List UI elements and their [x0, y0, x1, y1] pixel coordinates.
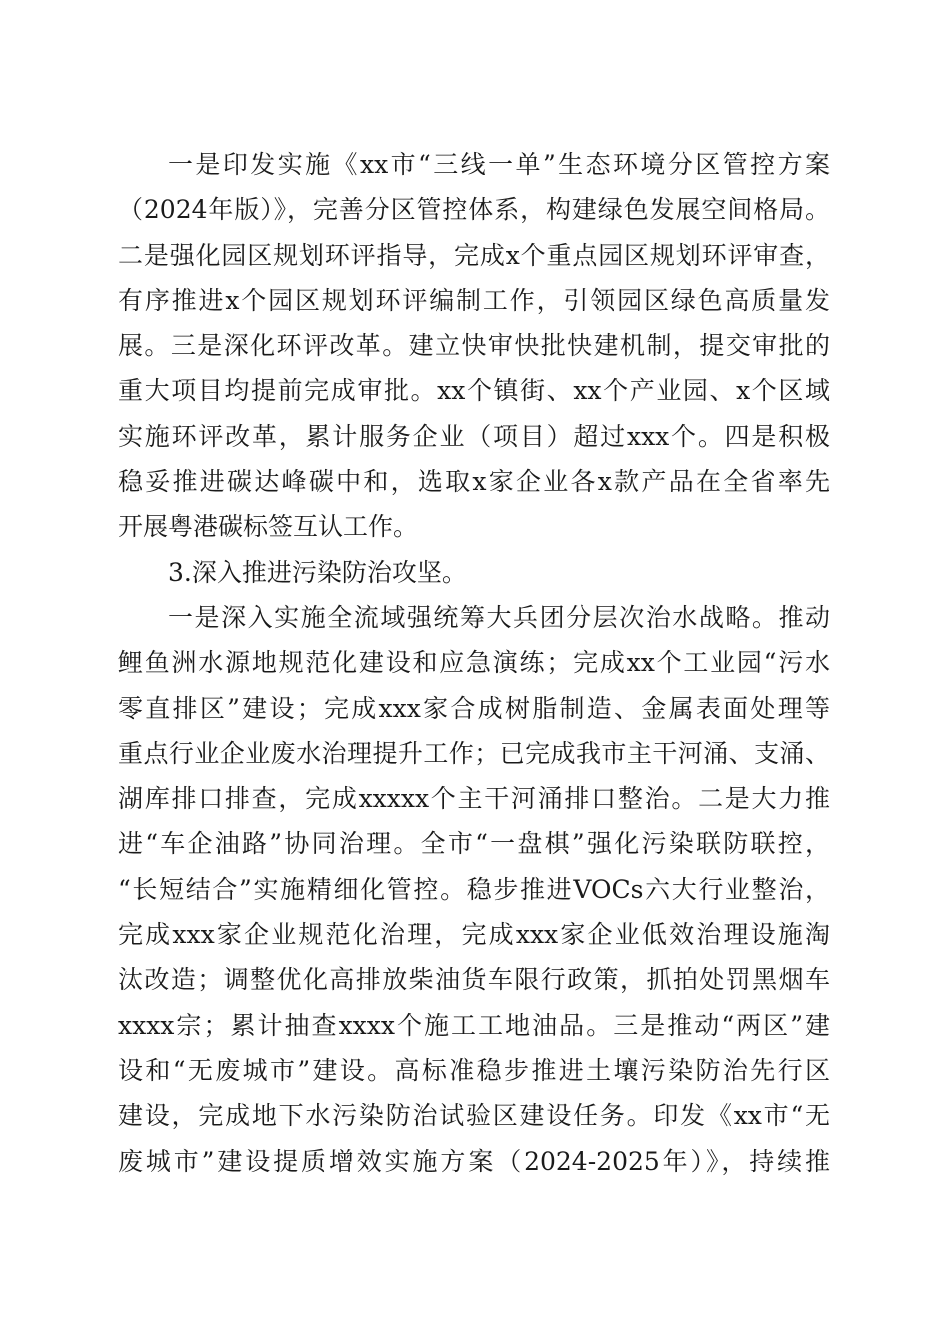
text-line: 完成xxx家企业规范化治理，完成xxx家企业低效治理设施淘 [118, 920, 830, 950]
text-line: 设和“无废城市”建设。高标准稳步推进土壤污染防治先行区 [118, 1055, 830, 1085]
text-line: 一是深入实施全流域强统筹大兵团分层次治水战略。推动 [168, 602, 830, 632]
text-line: 实施环评改革，累计服务企业（项目）超过xxx个。四是积极 [118, 421, 830, 451]
text-line: 鲤鱼洲水源地规范化建设和应急演练；完成xx个工业园“污水 [118, 648, 830, 678]
text-line: 开展粤港碳标签互认工作。 [118, 512, 419, 542]
text-line: “长短结合”实施精细化管控。稳步推进VOCs六大行业整治， [118, 874, 830, 904]
text-line: （2024年版）》，完善分区管控体系，构建绿色发展空间格局。 [118, 195, 830, 225]
text-line: 有序推进x个园区规划环评编制工作，引领园区绿色高质量发 [118, 285, 830, 315]
text-line: 进“车企油路”协同治理。全市“一盘棋”强化污染联防联控， [118, 829, 830, 859]
section-heading-text: 3.深入推进污染防治攻坚。 [168, 557, 467, 587]
text-line: xxxx宗；累计抽查xxxx个施工工地油品。三是推动“两区”建 [118, 1010, 830, 1040]
text-line: 建设，完成地下水污染防治试验区建设任务。印发《xx市“无 [118, 1101, 830, 1131]
text-line: 零直排区”建设；完成xxx家合成树脂制造、金属表面处理等 [118, 693, 830, 723]
text-line: 一是印发实施《xx市“三线一单”生态环境分区管控方案 [168, 150, 830, 179]
text-line: 重大项目均提前完成审批。xx个镇街、xx个产业园、x个区域 [118, 376, 830, 406]
text-line: 展。三是深化环评改革。建立快审快批快建机制，提交审批的 [118, 331, 830, 361]
paragraph-1 [118, 142, 830, 550]
text-line: 稳妥推进碳达峰碳中和，选取x家企业各x款产品在全省率先 [118, 467, 830, 497]
text-line: 重点行业企业废水治理提升工作；已完成我市主干河涌、支涌、 [118, 738, 830, 768]
text-line: 废城市”建设提质增效实施方案（2024-2025年）》，持续推 [118, 1146, 830, 1176]
text-line: 湖库排口排查，完成xxxxx个主干河涌排口整治。二是大力推 [118, 784, 830, 814]
document-body [118, 142, 830, 1184]
section-heading [118, 550, 830, 595]
text-line: 二是强化园区规划环评指导，完成x个重点园区规划环评审查， [118, 240, 830, 270]
text-line: 汰改造；调整优化高排放柴油货车限行政策，抓拍处罚黑烟车 [118, 965, 830, 995]
paragraph-3 [118, 595, 830, 1184]
